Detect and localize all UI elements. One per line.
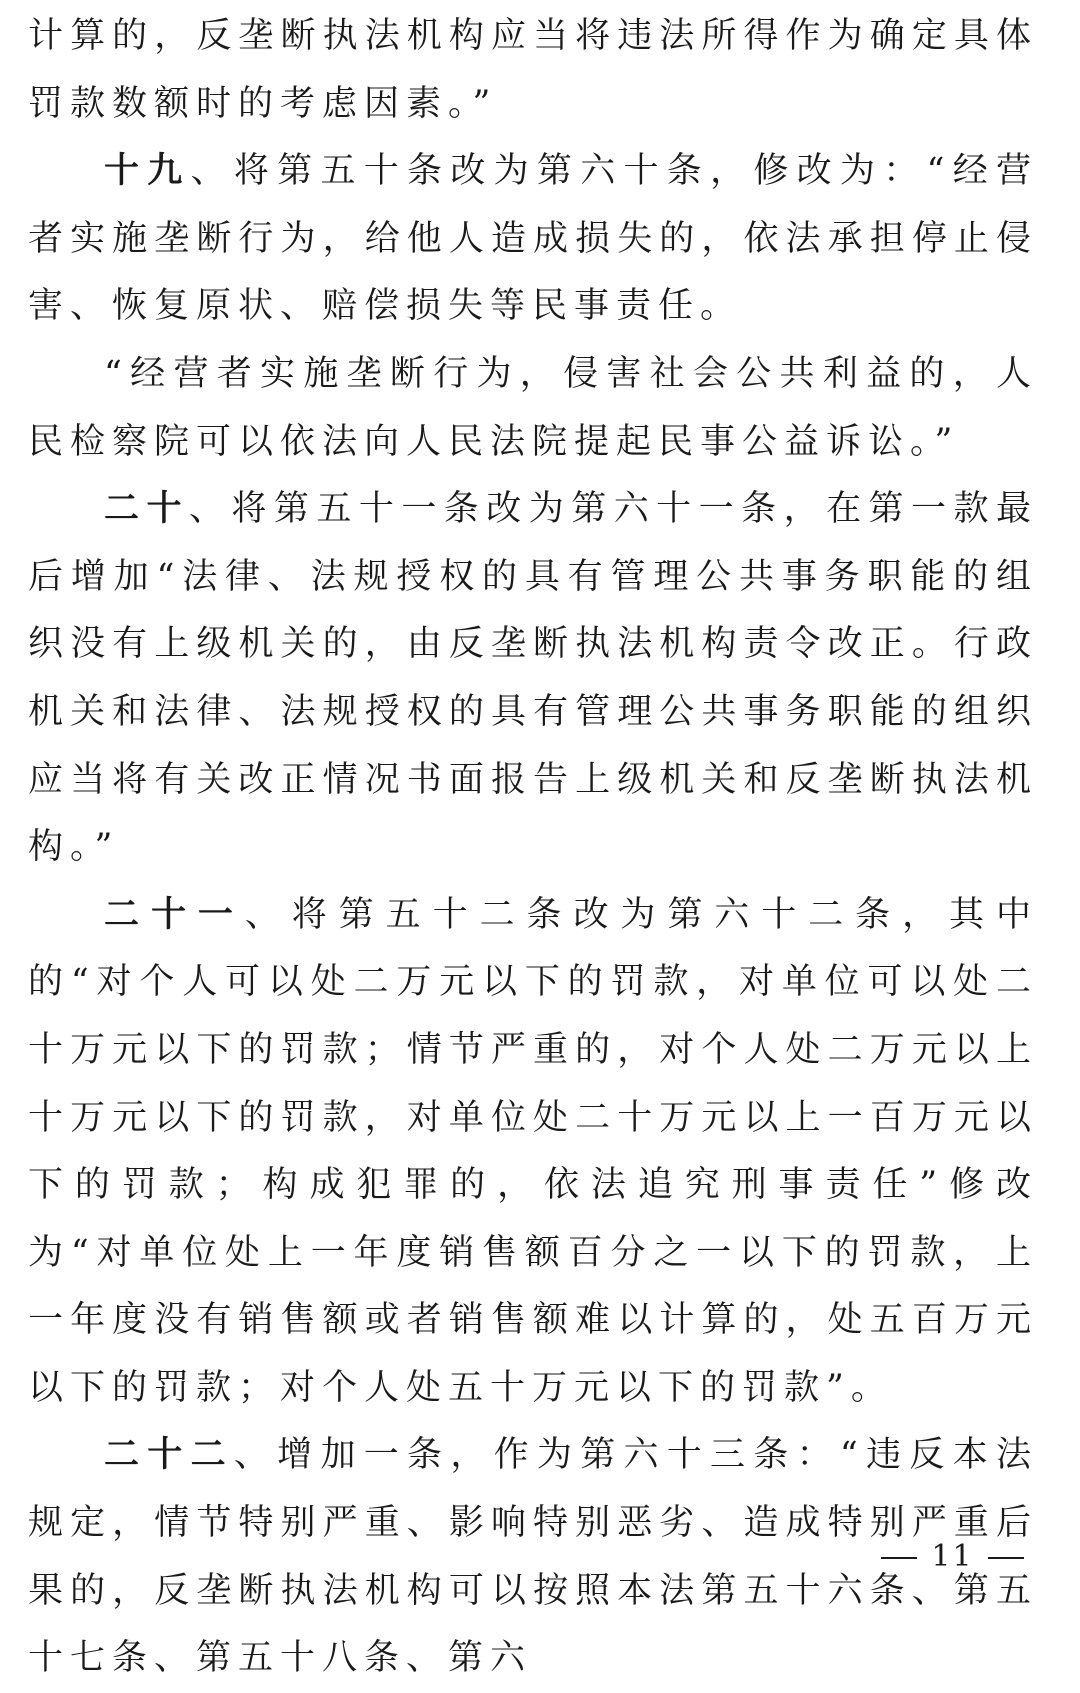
paragraph-item-21 [28, 882, 1038, 1423]
paragraph-item-19 [28, 138, 1038, 341]
paragraph-text: 、将第五十二条改为第六十二条，其中的“对个人可以处二万元以下的罚款，对单位可以处二十万元以下的罚款；情节严重的，对个人处二万元以上十万元以下的罚款，对单位处二十万元以上一百万元以下的罚款；构成犯罪的，依法追究刑事责任”修改为“对单位处上一年度销售额百分之一以下的罚款，上一年度没有销售额或者销售额难以计算的，处五百万元以下的罚款；对个人处五十万元以下的罚款”。 [28, 894, 1038, 1408]
paragraph-text: “经营者实施垄断行为，侵害社会公共利益的，人民检察院可以依法向人民法院提起民事公益诉讼。” [28, 353, 1038, 462]
document-body [28, 0, 1038, 1693]
item-number: 二十一 [104, 894, 245, 935]
paragraph-quote [28, 341, 1038, 476]
page-number-footer [860, 1537, 1045, 1577]
right-dash [988, 1557, 1024, 1559]
item-number: 十九 [104, 151, 191, 192]
item-number: 二十 [104, 489, 189, 530]
paragraph-text: 、将第五十一条改为第六十一条，在第一款最后增加“法律、法规授权的具有管理公共事务职能的组织没有上级机关的，由反垄断执法机构责令改正。行政机关和法律、法规授权的具有管理公共事务职能的组织应当将有关改正情况书面报告上级机关和反垄断执法机构。” [28, 489, 1038, 868]
paragraph-item-20 [28, 476, 1038, 882]
paragraph-text: 计算的，反垄断执法机构应当将违法所得作为确定具体罚款数额时的考虑因素。” [28, 16, 1038, 124]
page-number: 11 [931, 1539, 974, 1574]
item-number: 二十二 [104, 1435, 234, 1476]
paragraph-text: 、增加一条，作为第六十三条：“违反本法规定，情节特别严重、影响特别恶劣、造成特别严重后果的，反垄断执法机构可以按照本法第五十六条、第五十七条、第五十八条、第六 [28, 1435, 1038, 1679]
paragraph-text: 、将第五十条改为第六十条，修改为：“经营者实施垄断行为，给他人造成损失的，依法承担停止侵害、恢复原状、赔偿损失等民事责任。 [28, 151, 1038, 327]
paragraph-continuation [28, 3, 1038, 138]
left-dash [881, 1557, 917, 1559]
